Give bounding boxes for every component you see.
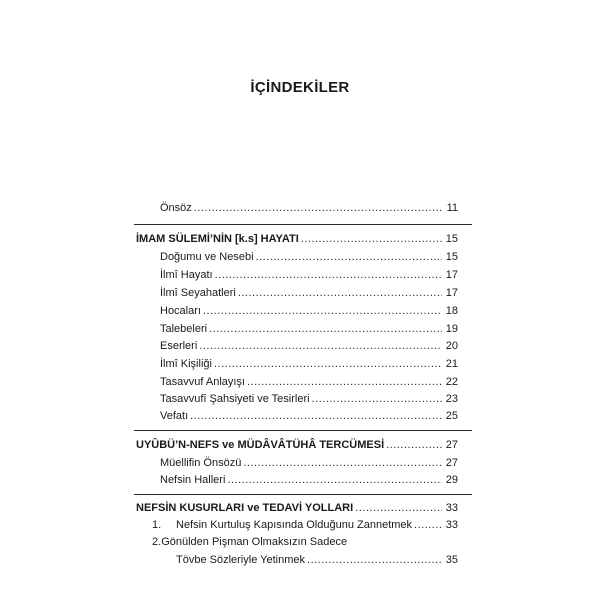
toc-entry-label: Vefatı	[160, 410, 189, 422]
toc-entry-page: 20	[445, 340, 458, 352]
leader-dots	[414, 519, 442, 532]
toc-entry-page: 25	[445, 410, 458, 422]
toc-section-label: NEFSİN KUSURLARI ve TEDAVİ YOLLARI	[136, 502, 354, 514]
toc-entry-page: 15	[445, 251, 458, 263]
toc-entry-page: 22	[445, 376, 458, 388]
leader-dots	[203, 305, 442, 318]
toc-entry	[160, 266, 458, 282]
toc-entry-label: İlmî Kişiliği	[160, 358, 212, 370]
toc-entry-page: 29	[445, 474, 458, 486]
toc-entry-label: Tasavvufî Şahsiyeti ve Tesirleri	[160, 393, 310, 405]
leader-dots	[199, 340, 442, 353]
toc-entry	[160, 454, 458, 470]
toc-section-page: 15	[445, 233, 458, 245]
leader-dots	[215, 269, 442, 282]
toc-section-label: UYÛBÜ’N-NEFS ve MÜDÂVÂTÜHÂ TERCÜMESİ	[136, 439, 385, 451]
leader-dots	[227, 474, 442, 487]
toc-entry	[160, 390, 458, 406]
leader-dots	[247, 376, 442, 389]
leader-dots	[312, 393, 442, 406]
toc-entry-label: Nefsin Halleri	[160, 474, 226, 486]
toc-entry-page: 35	[445, 554, 458, 566]
toc-entry-label: Doğumu ve Nesebi	[160, 251, 254, 263]
leader-dots	[256, 251, 442, 264]
leader-dots	[238, 287, 442, 300]
leader-dots	[301, 233, 442, 246]
toc-entry-label: Hocaları	[160, 305, 201, 317]
toc-entry-page: 17	[445, 269, 458, 281]
toc-entry-page: 33	[445, 519, 458, 531]
toc-entry-page: 19	[445, 323, 458, 335]
section-divider	[134, 224, 472, 225]
toc-section-label: İMAM SÜLEMİ’NİN [k.s] HAYATI	[136, 233, 299, 245]
toc-entry	[160, 373, 458, 389]
toc-entry-page: 21	[445, 358, 458, 370]
toc-section-heading	[136, 436, 458, 452]
toc-entry	[160, 302, 458, 318]
leader-dots	[209, 323, 442, 336]
leader-dots	[243, 457, 442, 470]
toc-entry	[160, 337, 458, 353]
section-divider	[134, 494, 472, 495]
leader-dots	[307, 554, 442, 567]
toc-entry	[160, 407, 458, 423]
toc-entry-label: İlmî Seyahatleri	[160, 287, 236, 299]
toc-section-page: 33	[445, 502, 458, 514]
toc-entry-label: Talebeleri	[160, 323, 208, 335]
toc-entry-page: 17	[445, 287, 458, 299]
toc-entry-page: 11	[446, 202, 458, 214]
toc-entry	[160, 248, 458, 264]
toc-entry-label: Önsöz	[160, 202, 192, 214]
toc-entry-numbered-continuation	[176, 551, 458, 567]
toc-entry-number: 2.	[152, 536, 162, 548]
leader-dots	[190, 410, 442, 423]
toc-entry-number: 1.	[152, 519, 162, 531]
toc-entry	[160, 355, 458, 371]
toc-entry	[160, 284, 458, 300]
section-divider	[134, 430, 472, 431]
leader-dots	[194, 202, 442, 215]
toc-section-page: 27	[445, 439, 458, 451]
toc-entry-label-cont: Tövbe Sözleriyle Yetinmek	[176, 554, 306, 566]
toc-entry-label: Müellifin Önsözü	[160, 457, 242, 469]
toc-entry	[160, 320, 458, 336]
toc-entry-numbered	[152, 516, 458, 532]
toc-entry-label: Nefsin Kurtuluş Kapısında Olduğunu Zannetmek	[176, 519, 413, 531]
leader-dots	[214, 358, 442, 371]
toc-entry	[160, 471, 458, 487]
toc-entry-label: Eserleri	[160, 340, 198, 352]
toc-entry-preface	[160, 199, 458, 215]
toc-entry-label: Gönülden Pişman Olmaksızın Sadece	[161, 536, 348, 548]
page-title: İÇİNDEKİLER	[250, 79, 350, 96]
toc-section-heading	[136, 499, 458, 515]
toc-entry-page: 18	[445, 305, 458, 317]
toc-section-heading	[136, 230, 458, 246]
toc-entry-page: 23	[445, 393, 458, 405]
toc-entry-numbered-first-line	[152, 536, 347, 549]
leader-dots	[355, 502, 442, 515]
toc-entry-label: Tasavvuf Anlayışı	[160, 376, 245, 388]
toc-entry-label: İlmî Hayatı	[160, 269, 213, 281]
toc-entry-page: 27	[445, 457, 458, 469]
leader-dots	[386, 439, 442, 452]
